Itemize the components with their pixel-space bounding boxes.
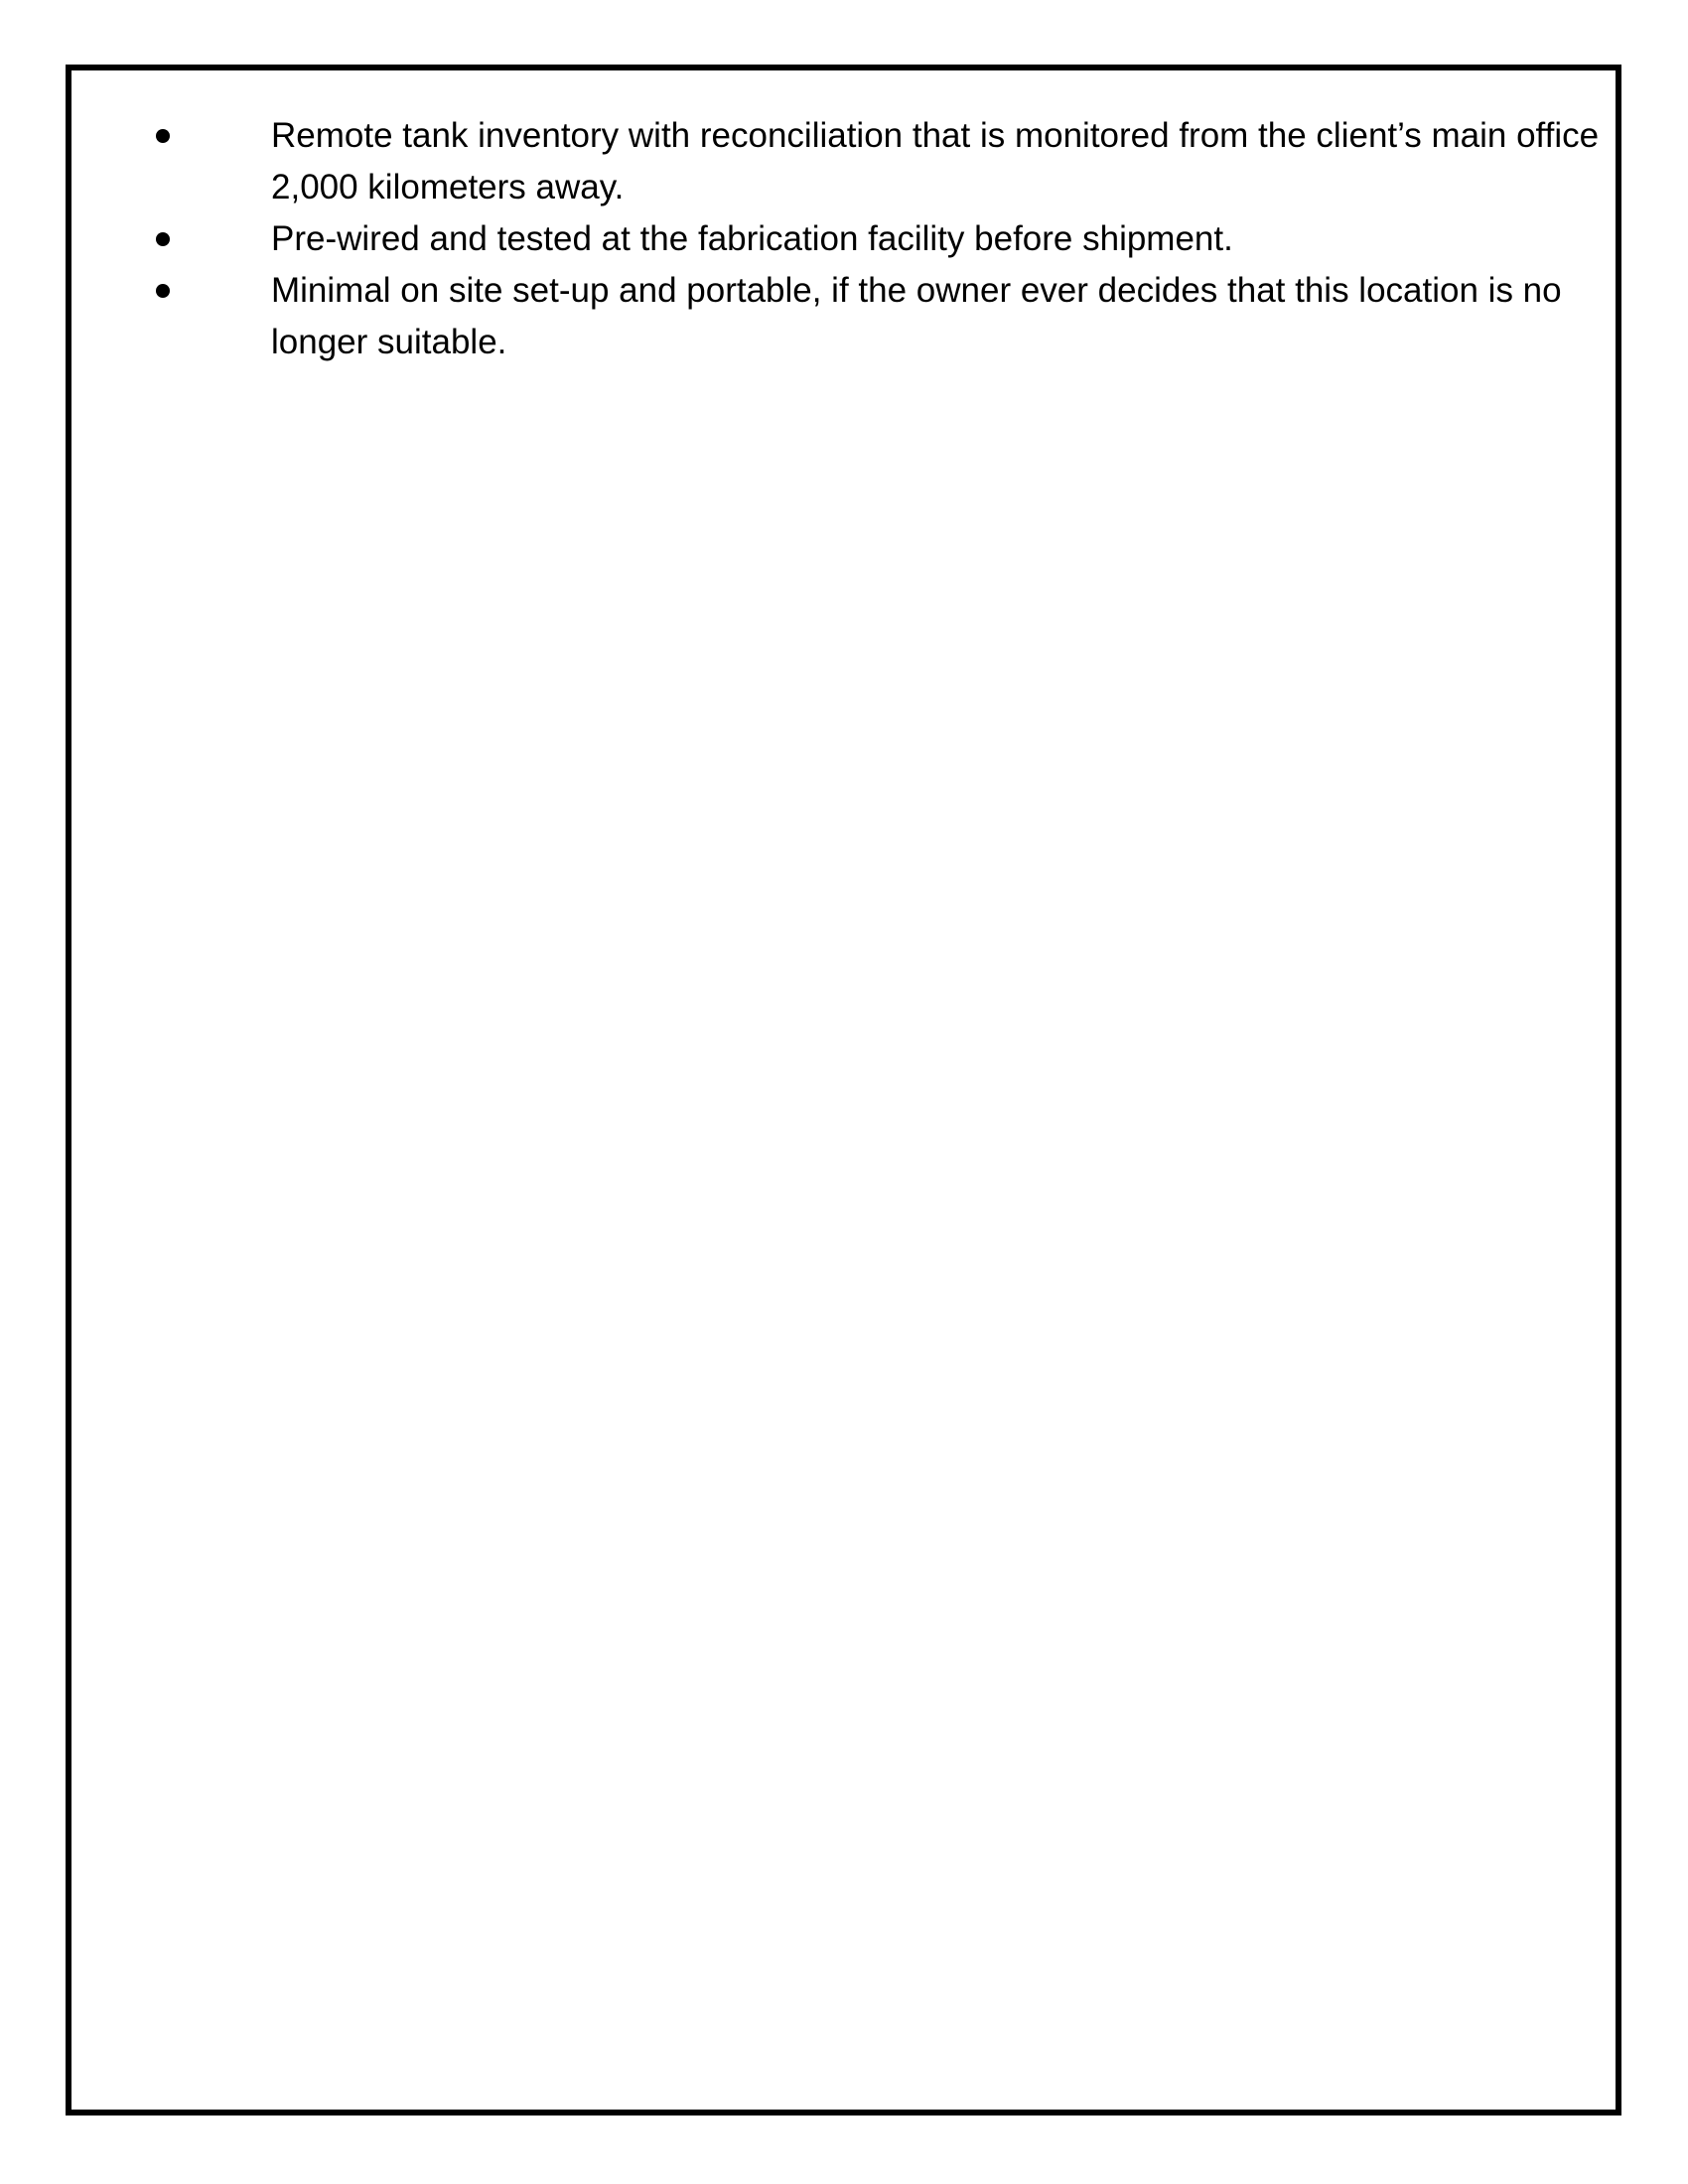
list-item [156, 213, 1606, 265]
bullet-list [156, 110, 1606, 368]
list-item-text: Pre-wired and tested at the fabrication facility before shipment. [271, 219, 1233, 258]
bullet-icon [156, 232, 170, 246]
list-item [156, 110, 1606, 213]
list-item-text: Minimal on site set-up and portable, if the owner ever decides that this location is no longer suitable. [271, 271, 1562, 361]
list-item [156, 265, 1606, 368]
bullet-icon [156, 284, 170, 298]
page-border [66, 65, 1621, 2116]
list-item-text: Remote tank inventory with reconciliation that is monitored from the client’s main office 2,000 kilometers away. [271, 116, 1600, 206]
bullet-icon [156, 129, 170, 143]
